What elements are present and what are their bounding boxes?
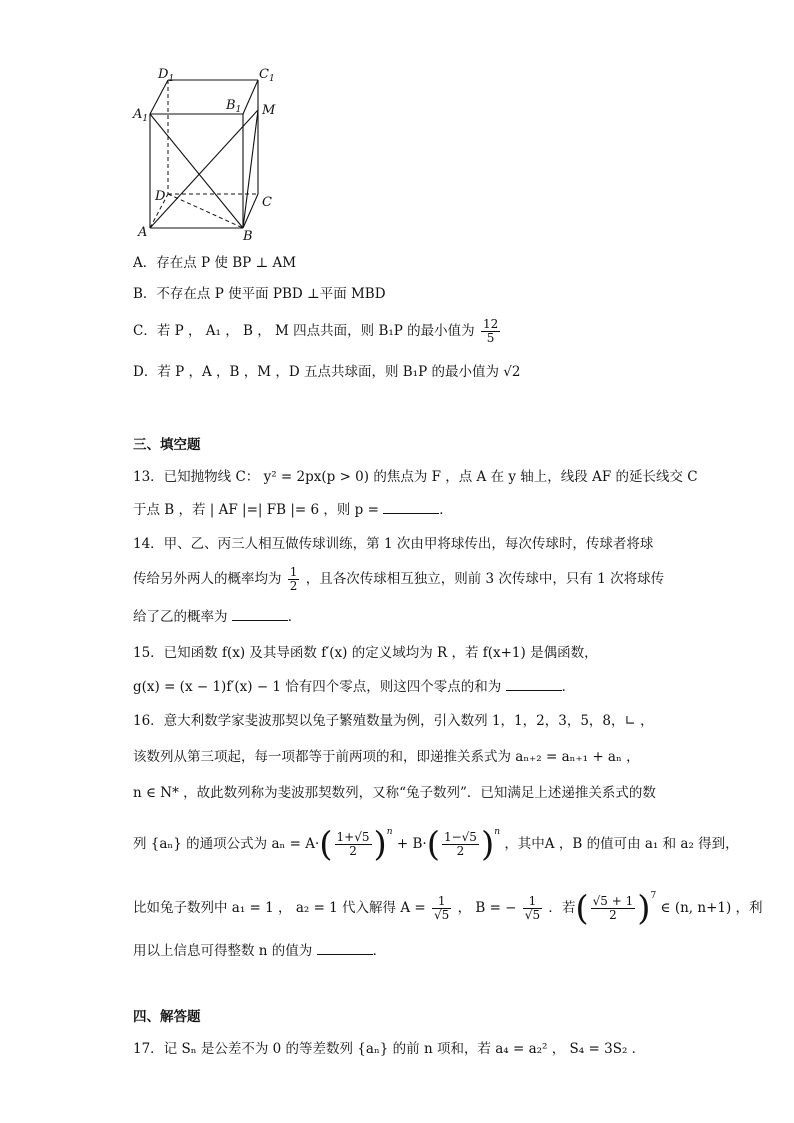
label-d1: $D_1$ xyxy=(158,68,175,84)
q16-exponent-n-1: n xyxy=(386,827,393,837)
q14-fraction-numerator: 1 xyxy=(289,565,298,579)
q16-fraction-golden xyxy=(591,895,636,922)
q16-fraction-b-denominator: √5 xyxy=(524,908,541,922)
q16-line1: 16．意大利数学家斐波那契以兔子繁殖数量为例，引入数列 1，1，2，3，5，8，∟ ， xyxy=(133,713,654,729)
q16-line2: 该数列从第三项起，每一项都等于前两项的和，即递推关系式为 aₙ₊₂ = aₙ₊₁ + aₙ ， xyxy=(133,749,640,765)
q14-fraction xyxy=(288,566,300,593)
q13-period: ． xyxy=(439,502,453,518)
label-b1: $B_1$ xyxy=(226,98,242,115)
q16-line4-mid: + B· xyxy=(396,836,427,852)
q14-line2 xyxy=(133,566,664,593)
label-c1: $C_1$ xyxy=(259,68,275,84)
q16-fraction-phi xyxy=(335,831,372,858)
label-a1: $A_1$ xyxy=(133,107,149,124)
q16-answer-blank xyxy=(317,942,373,955)
segment-a1b xyxy=(150,114,243,228)
cuboid-figure xyxy=(128,68,288,243)
q15-line2-text: g(x) = (x − 1)f′(x) − 1 恰有四个零点，则这四个零点的和为 xyxy=(133,679,502,695)
option-c-numerator: 12 xyxy=(482,317,499,331)
q16-paren-close-2: ) xyxy=(480,824,495,865)
option-c-denominator: 5 xyxy=(486,331,495,345)
label-m: M xyxy=(262,103,276,118)
q16-paren-close-3: ) xyxy=(637,888,651,929)
q13-line2-text: 于点 B ，若 | AF |=| FB |= 6 ，则 p = xyxy=(133,502,379,518)
q16-exponent-seven: 7 xyxy=(650,891,657,901)
segment-db-hidden xyxy=(168,194,243,228)
q16-line5-pre: 比如兔子数列中 a₁ = 1 ， a₂ = 1 代入解得 A = xyxy=(133,900,426,916)
q16-line5-mid: ， B = − xyxy=(457,900,517,916)
q13-line2 xyxy=(133,500,453,520)
option-b: B．不存在点 P 使平面 PBD ⊥平面 MBD xyxy=(133,286,386,302)
q16-line3: n ∈ N* ，故此数列称为斐波那契数列，又称“兔子数列”．已知满足上述递推关系式的数 xyxy=(133,785,656,801)
q17-line1: 17．记 Sₙ 是公差不为 0 的等差数列 {aₙ} 的前 n 项和，若 a₄ = a₂² ， S₄ = 3S₂ ． xyxy=(133,1041,646,1057)
label-a: A xyxy=(138,225,148,240)
q15-answer-blank xyxy=(506,678,562,691)
option-c-text: C．若 P ， A₁ ， B ， M 四点共面，则 B₁P 的最小值为 xyxy=(133,323,475,339)
section-heading-solutions: 四、解答题 xyxy=(133,1009,201,1025)
label-d: D xyxy=(155,189,166,204)
option-d: D．若 P ，A ，B ，M ，D 五点共球面，则 B₁P 的最小值为 √2 xyxy=(133,364,521,380)
edge-a1d1 xyxy=(150,80,168,114)
label-b: B xyxy=(243,229,253,243)
q14-line2-post: ，且各次传球相互独立，则前 3 次传球中，只有 1 次将球传 xyxy=(305,571,665,587)
q16-line4 xyxy=(133,822,739,865)
q16-paren-open-2: ( xyxy=(426,824,440,865)
q16-period: ． xyxy=(372,943,387,959)
q16-line5-post: ∈ (n, n+1) ，利 xyxy=(660,900,763,916)
option-c-fraction xyxy=(481,318,500,345)
q16-line5 xyxy=(133,886,763,929)
q14-answer-blank xyxy=(232,608,288,621)
q16-paren-open-3: ( xyxy=(575,888,589,929)
q16-paren-close-1: ) xyxy=(373,824,387,865)
q16-fraction-golden-numerator: √5 + 1 xyxy=(592,894,634,908)
q15-period: ． xyxy=(561,679,576,695)
q16-fraction-a-numerator: 1 xyxy=(432,895,451,909)
q14-line2-pre: 传给另外两人的概率均为 xyxy=(133,571,282,587)
segment-am xyxy=(150,110,258,228)
q15-line1: 15．已知函数 f(x) 及其导函数 f′(x) 的定义域均为 R ，若 f(x+1) 是偶函数， xyxy=(133,645,598,661)
q16-fraction-phi-denominator: 2 xyxy=(349,844,357,858)
q16-fraction-b xyxy=(523,895,542,922)
q14-line1: 14．甲、乙、丙三人相互做传球训练，第 1 次由甲将球传出，每次传球时，传球者将球 xyxy=(133,536,654,552)
q16-fraction-a xyxy=(432,895,451,922)
q16-line4-post: ，其中A ，B 的值可由 a₁ 和 a₂ 得到， xyxy=(504,836,739,852)
q14-fraction-denominator: 2 xyxy=(289,579,298,593)
q14-line3-text: 给了乙的概率为 xyxy=(133,609,228,625)
q13-answer-blank xyxy=(383,501,439,514)
q16-line6-text: 用以上信息可得整数 n 的值为 xyxy=(133,943,313,959)
section-heading-fill-in: 三、填空题 xyxy=(133,437,201,453)
edge-b1c1 xyxy=(243,80,258,114)
q16-line4-pre: 列 {aₙ} 的通项公式为 aₙ = A· xyxy=(133,836,320,852)
label-c: C xyxy=(262,195,272,210)
option-a: A．存在点 P 使 BP ⊥ AM xyxy=(133,255,297,271)
q16-line6 xyxy=(133,941,386,961)
q16-fraction-a-denominator: √5 xyxy=(434,908,450,922)
q16-fraction-golden-denominator: 2 xyxy=(609,908,617,922)
q13-line1: 13．已知抛物线 C： y² = 2px(p > 0) 的焦点为 F ，点 A 在 y 轴上，线段 AF 的延长线交 C xyxy=(133,469,698,485)
q16-fraction-b-numerator: 1 xyxy=(523,895,542,909)
q14-period: ． xyxy=(287,609,302,625)
q16-fraction-psi xyxy=(442,831,479,858)
q16-paren-open-1: ( xyxy=(319,824,333,865)
option-c xyxy=(133,318,502,345)
q16-fraction-phi-numerator: 1+√5 xyxy=(336,830,370,844)
q15-line2 xyxy=(133,677,575,697)
q16-line5-mid2: ．若 xyxy=(548,900,576,916)
q16-exponent-n-2: n xyxy=(494,827,501,837)
q14-line3 xyxy=(133,607,301,627)
q16-fraction-psi-numerator: 1−√5 xyxy=(443,830,477,844)
q16-fraction-psi-denominator: 2 xyxy=(456,844,465,858)
